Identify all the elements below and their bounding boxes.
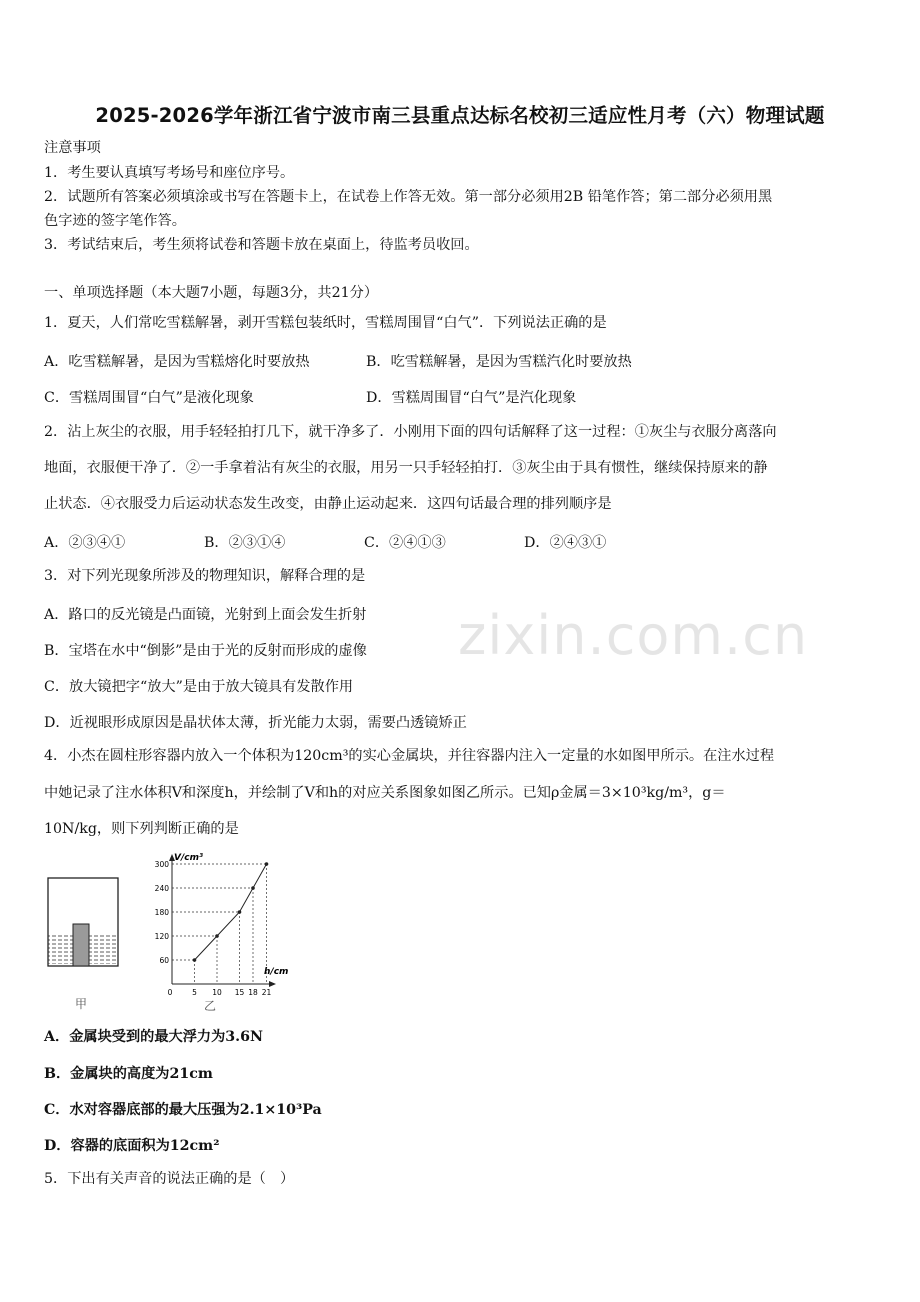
figure-container-diagram <box>40 870 130 1010</box>
q2-option-d: D．②④③① <box>524 535 607 551</box>
q1-option-d: D．雪糕周围冒“白气”是汽化现象 <box>366 390 577 406</box>
question-2-line: 止状态．④衣服受力后运动状态发生改变，由静止运动起来．这四句话最合理的排列顺序是 <box>44 496 612 512</box>
q3-option-d: D．近视眼形成原因是晶状体太薄，折光能力太弱，需要凸透镜矫正 <box>44 715 467 731</box>
section-heading: 一、单项选择题（本大题7小题，每题3分，共21分） <box>44 285 379 301</box>
x-tick-label: 0 <box>167 988 173 997</box>
question-4-line: 4．小杰在圆柱形容器内放入一个体积为120cm³的实心金属块，并往容器内注入一定量的水如图甲所示。在注水过程 <box>44 748 775 764</box>
q2-option-c: C．②④①③ <box>364 535 446 551</box>
figure-right-caption: 乙 <box>204 999 217 1013</box>
notice-item: 2．试题所有答案必须填涂或书写在答题卡上，在试卷上作答无效。第一部分必须用2B 铅笔作答；第二部分必须用黑 <box>44 189 773 205</box>
q4-option-d: D．容器的底面积为12cm² <box>44 1138 220 1154</box>
q4-option-c: C．水对容器底部的最大压强为2.1×10³Pa <box>44 1102 322 1118</box>
question-1-stem: 1．夏天，人们常吃雪糕解暑，剥开雪糕包装纸时，雪糕周围冒“白气”．下列说法正确的是 <box>44 315 607 331</box>
x-tick-label: 21 <box>261 988 272 997</box>
y-tick-label: 120 <box>154 932 169 941</box>
x-tick-label: 5 <box>192 988 197 997</box>
data-point <box>215 934 219 938</box>
x-axis-arrow <box>269 981 276 987</box>
x-tick-label: 18 <box>248 988 258 997</box>
q3-option-c: C．放大镜把字“放大”是由于放大镜具有发散作用 <box>44 679 354 695</box>
question-2-line: 2．沾上灰尘的衣服，用手轻轻拍打几下，就干净多了．小刚用下面的四句话解释了这一过程：①灰尘与衣服分离落向 <box>44 424 777 440</box>
question-4-line: 中她记录了注水体积V和深度h，并绘制了V和h的对应关系图象如图乙所示。已知ρ金属＝3×10³kg/m³，g＝ <box>44 785 726 801</box>
question-5-stem: 5．下出有关声音的说法正确的是（ ） <box>44 1171 295 1187</box>
q4-option-b: B．金属块的高度为21cm <box>44 1066 213 1082</box>
q2-option-a: A．②③④① <box>44 535 126 551</box>
x-axis-label: h/cm <box>264 967 289 977</box>
x-tick-label: 10 <box>212 988 222 997</box>
question-4-line: 10N/kg，则下列判断正确的是 <box>44 821 239 837</box>
q1-option-b: B．吃雪糕解暑，是因为雪糕汽化时要放热 <box>366 354 632 370</box>
metal-block <box>73 924 89 966</box>
question-2-line: 地面，衣服便干净了．②一手拿着沾有灰尘的衣服，用另一只手轻轻拍打．③灰尘由于具有惯性，继续保持原来的静 <box>44 460 768 476</box>
q2-option-b: B．②③①④ <box>204 535 286 551</box>
notice-heading: 注意事项 <box>44 140 101 156</box>
y-tick-label: 180 <box>154 908 169 917</box>
y-tick-label: 300 <box>154 860 169 869</box>
data-point <box>251 886 255 890</box>
q3-option-b: B．宝塔在水中“倒影”是由于光的反射而形成的虚像 <box>44 643 367 659</box>
x-tick-label: 15 <box>234 988 245 997</box>
page-title: 2025-2026学年浙江省宁波市南三县重点达标名校初三适应性月考（六）物理试题 <box>95 104 825 127</box>
q1-option-a: A．吃雪糕解暑，是因为雪糕熔化时要放热 <box>44 354 310 370</box>
y-tick-label: 240 <box>154 884 169 893</box>
notice-item: 3．考试结束后，考生须将试卷和答题卡放在桌面上，待监考员收回。 <box>44 237 479 253</box>
data-point <box>193 958 197 962</box>
data-point <box>265 862 269 866</box>
figure-left-caption: 甲 <box>75 997 88 1010</box>
y-tick-label: 60 <box>159 956 169 965</box>
data-point <box>238 910 242 914</box>
question-3-stem: 3．对下列光现象所涉及的物理知识，解释合理的是 <box>44 568 366 584</box>
q1-option-c: C．雪糕周围冒“白气”是液化现象 <box>44 390 254 406</box>
q4-option-a: A．金属块受到的最大浮力为3.6N <box>44 1029 263 1045</box>
figure-vh-chart <box>152 848 302 1016</box>
y-axis-label: V/cm³ <box>174 853 203 863</box>
notice-item: 色字迹的签字笔作答。 <box>44 213 186 229</box>
q3-option-a: A．路口的反光镜是凸面镜，光射到上面会发生折射 <box>44 607 367 623</box>
watermark: zixin.com.cn <box>458 604 809 667</box>
notice-item: 1．考生要认真填写考场号和座位序号。 <box>44 165 295 181</box>
